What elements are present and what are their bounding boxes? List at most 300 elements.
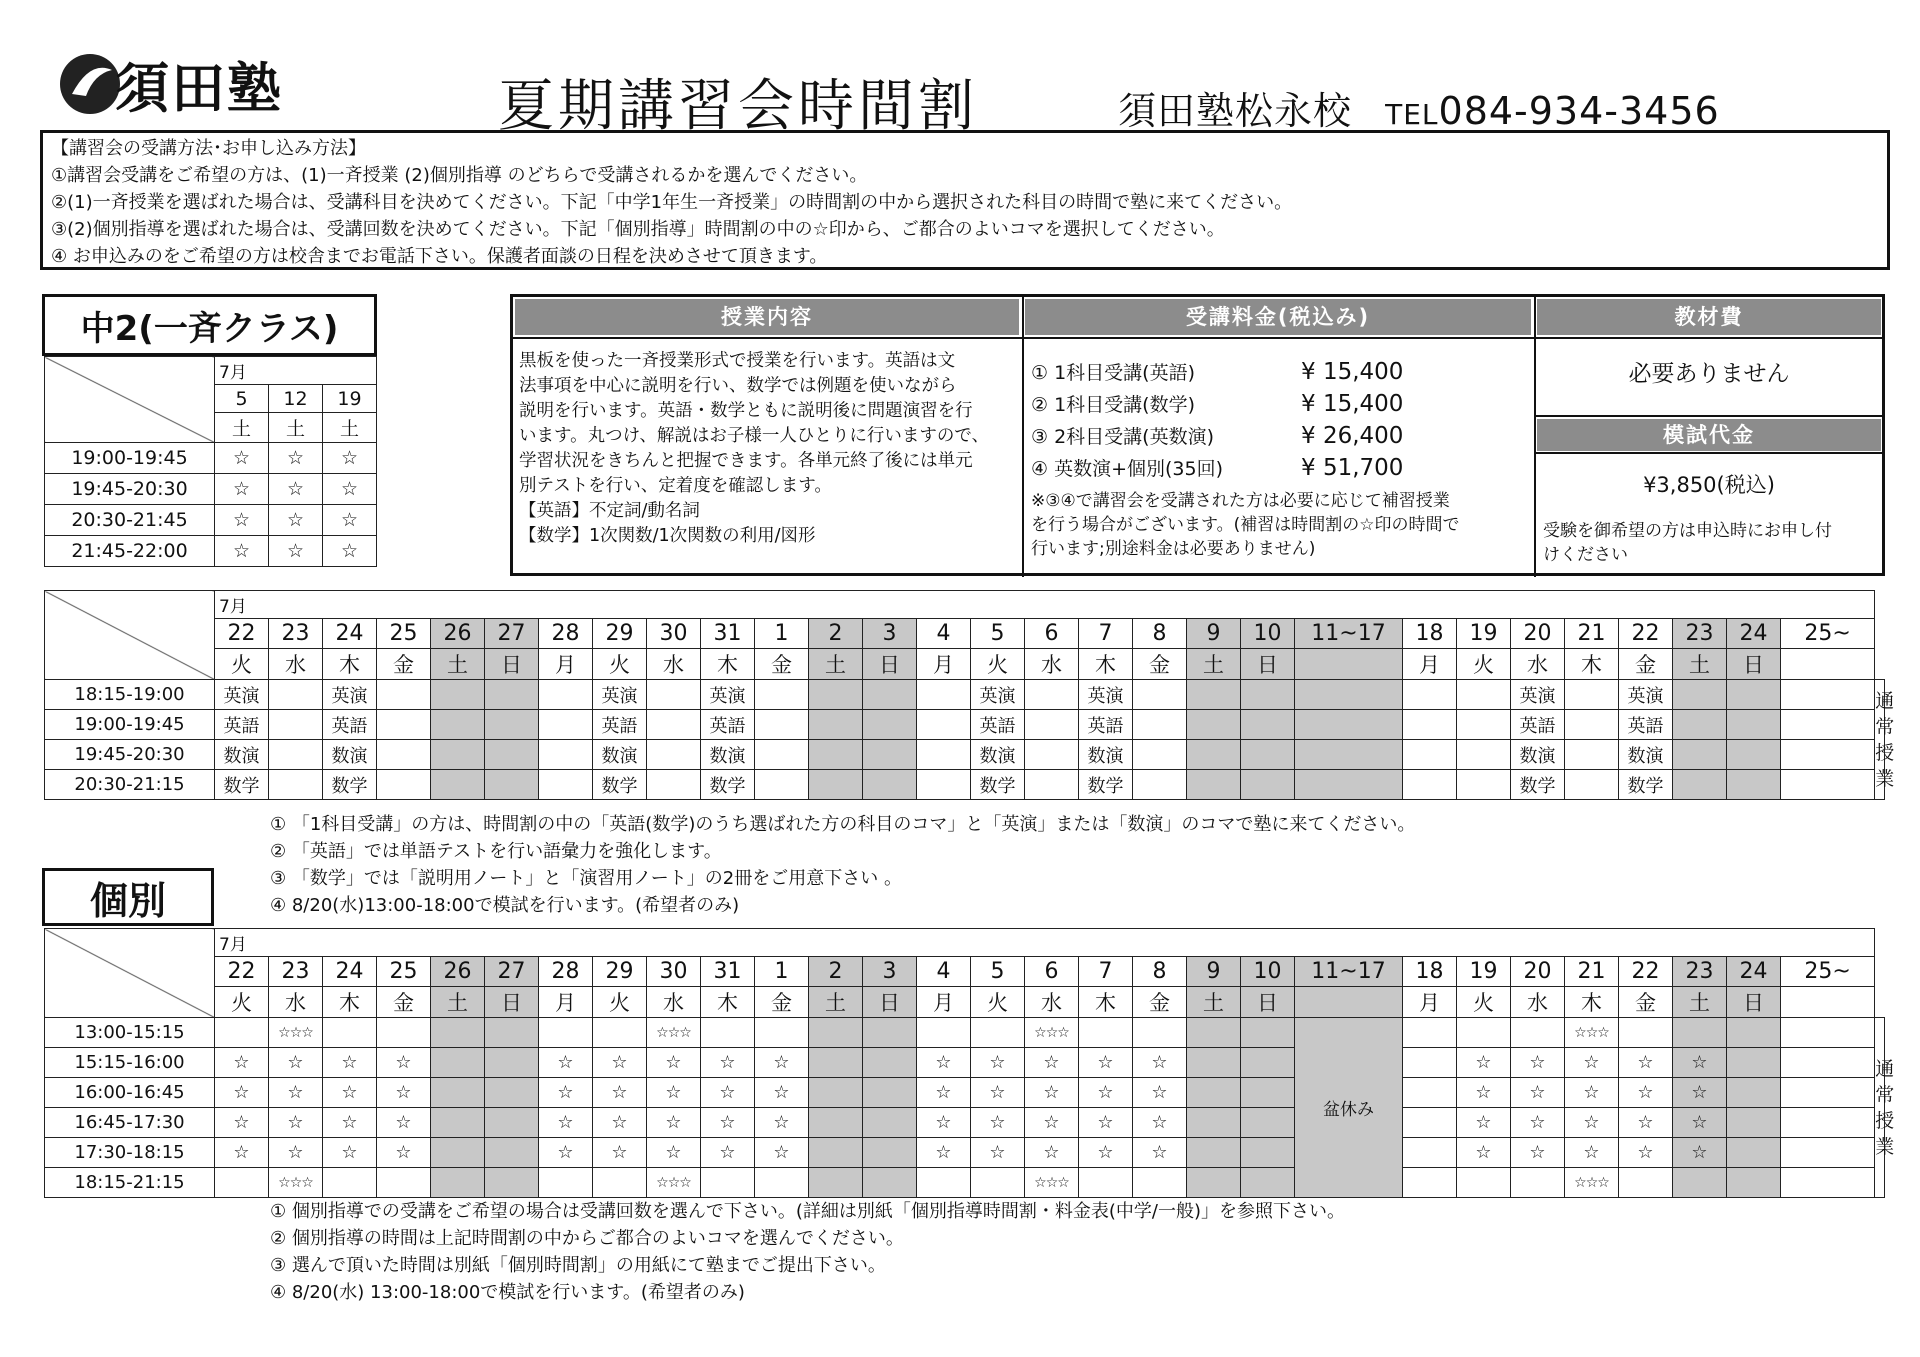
schedule-cell[interactable]: ☆ xyxy=(755,1108,809,1138)
schedule-cell[interactable]: 英語 xyxy=(971,710,1025,740)
schedule-cell[interactable] xyxy=(755,770,809,800)
schedule-cell[interactable]: ☆ xyxy=(1511,1078,1565,1108)
schedule-cell[interactable] xyxy=(1133,1168,1187,1198)
date-cell: 1 xyxy=(755,957,809,987)
schedule-cell[interactable] xyxy=(1133,770,1187,800)
schedule-cell[interactable] xyxy=(431,1078,485,1108)
schedule-cell[interactable] xyxy=(1187,1018,1241,1048)
schedule-cell[interactable] xyxy=(431,1108,485,1138)
schedule-cell[interactable] xyxy=(1241,710,1295,740)
schedule-cell[interactable] xyxy=(485,1048,539,1078)
schedule-cell[interactable] xyxy=(1025,740,1079,770)
schedule-cell[interactable]: ☆ xyxy=(1025,1048,1079,1078)
schedule-cell[interactable] xyxy=(593,1018,647,1048)
schedule-cell[interactable] xyxy=(863,680,917,710)
schedule-cell[interactable] xyxy=(269,770,323,800)
schedule-cell[interactable] xyxy=(1025,680,1079,710)
schedule-cell[interactable]: ☆ xyxy=(539,1108,593,1138)
schedule-cell[interactable]: ☆ xyxy=(917,1078,971,1108)
schedule-cell[interactable]: ☆ xyxy=(755,1078,809,1108)
schedule-cell[interactable] xyxy=(1457,680,1511,710)
schedule-cell[interactable]: ☆ xyxy=(323,1138,377,1168)
schedule-cell[interactable]: 英語 xyxy=(215,710,269,740)
schedule-cell[interactable]: ☆ xyxy=(269,1108,323,1138)
schedule-cell[interactable] xyxy=(485,770,539,800)
schedule-cell[interactable] xyxy=(1727,1048,1781,1078)
schedule-cell[interactable]: ☆ xyxy=(971,1108,1025,1138)
schedule-cell[interactable]: ☆ xyxy=(1511,1108,1565,1138)
schedule-cell[interactable] xyxy=(485,1168,539,1198)
schedule-cell[interactable]: ☆ xyxy=(539,1048,593,1078)
schedule-cell[interactable]: ☆ xyxy=(701,1108,755,1138)
content-line: 学習状況をきちんと把握できます。各単元終了後には単元 xyxy=(519,451,973,471)
date-cell: 23 xyxy=(269,957,323,987)
schedule-cell[interactable]: 英語 xyxy=(1511,710,1565,740)
schedule-cell[interactable]: 英演 xyxy=(593,680,647,710)
schedule-cell[interactable] xyxy=(863,1078,917,1108)
schedule-cell[interactable] xyxy=(1403,740,1457,770)
schedule-cell[interactable]: ☆☆☆ xyxy=(1025,1168,1079,1198)
schedule-cell[interactable]: 数演 xyxy=(1619,740,1673,770)
schedule-cell[interactable] xyxy=(863,710,917,740)
schedule-cell[interactable] xyxy=(1403,1018,1457,1048)
schedule-cell[interactable] xyxy=(1781,680,1875,710)
schedule-cell[interactable] xyxy=(485,1018,539,1048)
schedule-cell[interactable] xyxy=(863,740,917,770)
schedule-cell[interactable]: ☆ xyxy=(1079,1078,1133,1108)
schedule-cell[interactable] xyxy=(1133,710,1187,740)
schedule-cell[interactable]: ☆ xyxy=(215,1048,269,1078)
schedule-cell[interactable] xyxy=(917,710,971,740)
schedule-cell[interactable]: ☆ xyxy=(647,1048,701,1078)
schedule-cell[interactable] xyxy=(971,1168,1025,1198)
schedule-cell[interactable]: ☆ xyxy=(1673,1138,1727,1168)
schedule-cell[interactable]: ☆ xyxy=(1457,1108,1511,1138)
schedule-cell[interactable]: ☆ xyxy=(539,1138,593,1168)
schedule-cell[interactable] xyxy=(863,770,917,800)
schedule-cell[interactable] xyxy=(1727,1138,1781,1168)
schedule-cell[interactable] xyxy=(431,1018,485,1048)
schedule-cell[interactable] xyxy=(917,740,971,770)
schedule-cell[interactable]: ☆ xyxy=(755,1048,809,1078)
schedule-cell[interactable]: 英演 xyxy=(701,680,755,710)
schedule-cell[interactable]: ☆ xyxy=(593,1048,647,1078)
schedule-cell[interactable] xyxy=(917,770,971,800)
schedule-cell[interactable] xyxy=(1457,1018,1511,1048)
schedule-cell[interactable] xyxy=(1781,1108,1875,1138)
schedule-cell[interactable] xyxy=(1187,1168,1241,1198)
schedule-cell[interactable] xyxy=(1241,1138,1295,1168)
schedule-cell[interactable]: ☆ xyxy=(323,1048,377,1078)
schedule-cell[interactable] xyxy=(1781,710,1875,740)
schedule-cell[interactable]: ☆ xyxy=(1133,1078,1187,1108)
schedule-cell[interactable] xyxy=(485,740,539,770)
schedule-cell[interactable] xyxy=(917,680,971,710)
schedule-cell[interactable]: ☆ xyxy=(1133,1048,1187,1078)
schedule-cell[interactable] xyxy=(323,1168,377,1198)
schedule-cell[interactable] xyxy=(1781,1078,1875,1108)
schedule-cell[interactable]: ☆☆☆ xyxy=(647,1018,701,1048)
schedule-cell[interactable]: ☆ xyxy=(269,1048,323,1078)
schedule-cell[interactable] xyxy=(1187,770,1241,800)
schedule-cell[interactable]: ☆ xyxy=(1565,1078,1619,1108)
schedule-cell[interactable] xyxy=(1133,740,1187,770)
schedule-cell[interactable] xyxy=(1403,710,1457,740)
schedule-cell[interactable] xyxy=(1241,770,1295,800)
schedule-cell[interactable] xyxy=(1727,1078,1781,1108)
schedule-cell[interactable] xyxy=(1187,680,1241,710)
schedule-cell[interactable] xyxy=(755,1018,809,1048)
schedule-cell[interactable] xyxy=(431,710,485,740)
schedule-cell[interactable] xyxy=(215,1018,269,1048)
schedule-cell[interactable] xyxy=(377,770,431,800)
star-cell: ☆ xyxy=(323,443,377,474)
schedule-cell[interactable]: 数演 xyxy=(971,740,1025,770)
schedule-cell[interactable] xyxy=(269,740,323,770)
schedule-cell[interactable]: ☆ xyxy=(1025,1108,1079,1138)
schedule-cell[interactable]: ☆ xyxy=(1511,1048,1565,1078)
schedule-cell[interactable]: ☆ xyxy=(1133,1138,1187,1168)
schedule-cell[interactable] xyxy=(1673,1018,1727,1048)
schedule-cell[interactable] xyxy=(1781,740,1875,770)
schedule-cell[interactable]: ☆ xyxy=(1079,1048,1133,1078)
schedule-cell[interactable] xyxy=(1457,710,1511,740)
schedule-cell[interactable] xyxy=(755,1168,809,1198)
schedule-cell[interactable]: ☆ xyxy=(701,1138,755,1168)
schedule-cell[interactable] xyxy=(1457,1168,1511,1198)
schedule-cell[interactable]: ☆ xyxy=(1673,1078,1727,1108)
schedule-cell[interactable] xyxy=(1187,1048,1241,1078)
schedule-cell[interactable] xyxy=(1727,770,1781,800)
schedule-cell[interactable] xyxy=(269,680,323,710)
schedule-cell[interactable]: ☆ xyxy=(377,1078,431,1108)
schedule-cell[interactable] xyxy=(1187,1078,1241,1108)
schedule-cell[interactable]: 英演 xyxy=(1511,680,1565,710)
schedule-cell[interactable] xyxy=(1241,1108,1295,1138)
schedule-cell[interactable] xyxy=(539,770,593,800)
schedule-cell[interactable]: ☆ xyxy=(647,1108,701,1138)
day-cell: 水 xyxy=(269,649,323,680)
schedule-cell[interactable] xyxy=(539,710,593,740)
schedule-cell[interactable] xyxy=(863,1018,917,1048)
schedule-cell[interactable]: ☆ xyxy=(971,1138,1025,1168)
schedule-cell[interactable]: ☆☆☆ xyxy=(1565,1018,1619,1048)
schedule-cell[interactable] xyxy=(1565,710,1619,740)
schedule-cell[interactable] xyxy=(1241,1048,1295,1078)
schedule-cell[interactable]: 数演 xyxy=(323,740,377,770)
schedule-cell[interactable]: ☆☆☆ xyxy=(269,1018,323,1048)
schedule-cell[interactable] xyxy=(809,1048,863,1078)
schedule-cell[interactable] xyxy=(1025,770,1079,800)
schedule-cell[interactable] xyxy=(809,680,863,710)
schedule-cell[interactable] xyxy=(1187,1138,1241,1168)
schedule-cell[interactable]: 英語 xyxy=(1619,710,1673,740)
schedule-cell[interactable] xyxy=(485,1138,539,1168)
schedule-cell[interactable]: 英演 xyxy=(215,680,269,710)
schedule-cell[interactable] xyxy=(1727,1108,1781,1138)
schedule-cell[interactable] xyxy=(1673,1168,1727,1198)
schedule-cell[interactable] xyxy=(1241,680,1295,710)
schedule-cell[interactable]: 英演 xyxy=(323,680,377,710)
day-cell: 木 xyxy=(1079,987,1133,1018)
date-cell: 19 xyxy=(1457,619,1511,649)
schedule-cell[interactable] xyxy=(755,680,809,710)
schedule-cell[interactable]: ☆ xyxy=(1025,1078,1079,1108)
schedule-cell[interactable]: ☆ xyxy=(971,1048,1025,1078)
schedule-cell[interactable]: ☆ xyxy=(917,1048,971,1078)
regular-class-line: 授業 xyxy=(1875,741,1895,790)
schedule-cell[interactable]: ☆ xyxy=(1079,1108,1133,1138)
schedule-cell[interactable] xyxy=(1673,680,1727,710)
date-cell: 5 xyxy=(971,957,1025,987)
schedule-cell[interactable] xyxy=(1241,1078,1295,1108)
schedule-cell[interactable]: ☆ xyxy=(593,1078,647,1108)
schedule-cell[interactable]: ☆ xyxy=(755,1138,809,1168)
schedule-cell[interactable]: 数演 xyxy=(215,740,269,770)
schedule-cell[interactable] xyxy=(809,1078,863,1108)
schedule-cell[interactable] xyxy=(1673,740,1727,770)
schedule-cell[interactable] xyxy=(377,680,431,710)
schedule-cell[interactable] xyxy=(863,1108,917,1138)
schedule-cell[interactable] xyxy=(701,1018,755,1048)
schedule-cell[interactable]: ☆ xyxy=(593,1138,647,1168)
schedule-cell[interactable] xyxy=(1727,710,1781,740)
schedule-cell[interactable] xyxy=(809,770,863,800)
schedule-cell[interactable]: ☆ xyxy=(539,1078,593,1108)
schedule-cell[interactable]: 英演 xyxy=(1619,680,1673,710)
schedule-cell[interactable] xyxy=(1403,680,1457,710)
schedule-cell[interactable] xyxy=(1133,680,1187,710)
materials-text: 必要ありません xyxy=(1628,361,1790,387)
schedule-cell[interactable] xyxy=(431,770,485,800)
schedule-cell[interactable] xyxy=(431,1138,485,1168)
schedule-cell[interactable] xyxy=(1403,1108,1457,1138)
schedule-cell[interactable] xyxy=(809,740,863,770)
schedule-cell[interactable]: ☆ xyxy=(269,1078,323,1108)
day-cell: 土 xyxy=(1187,649,1241,680)
schedule-cell[interactable] xyxy=(1565,770,1619,800)
schedule-cell[interactable] xyxy=(1079,1168,1133,1198)
schedule-cell[interactable] xyxy=(1727,1168,1781,1198)
schedule-cell[interactable] xyxy=(1565,740,1619,770)
schedule-cell[interactable] xyxy=(1619,1018,1673,1048)
schedule-cell[interactable] xyxy=(647,680,701,710)
schedule-cell[interactable] xyxy=(1241,1018,1295,1048)
schedule-cell[interactable]: ☆ xyxy=(323,1108,377,1138)
schedule-cell[interactable]: ☆ xyxy=(1619,1108,1673,1138)
day-cell: 水 xyxy=(1511,987,1565,1018)
schedule-cell[interactable] xyxy=(647,770,701,800)
schedule-cell[interactable] xyxy=(1457,740,1511,770)
schedule-cell[interactable] xyxy=(701,1168,755,1198)
schedule-cell[interactable]: 英語 xyxy=(593,710,647,740)
schedule-cell[interactable] xyxy=(1673,710,1727,740)
schedule-cell[interactable]: 数学 xyxy=(701,770,755,800)
schedule-cell[interactable]: 英演 xyxy=(971,680,1025,710)
schedule-cell[interactable] xyxy=(1133,1018,1187,1048)
schedule-cell[interactable]: 数演 xyxy=(1511,740,1565,770)
schedule-cell[interactable] xyxy=(917,1018,971,1048)
schedule-cell[interactable]: 数演 xyxy=(701,740,755,770)
date-cell: 5 xyxy=(971,619,1025,649)
day-cell: 日 xyxy=(863,649,917,680)
schedule-cell[interactable] xyxy=(917,1168,971,1198)
schedule-cell[interactable] xyxy=(1403,1048,1457,1078)
schedule-cell[interactable] xyxy=(1403,1168,1457,1198)
schedule-cell[interactable] xyxy=(863,1168,917,1198)
schedule-cell[interactable]: ☆ xyxy=(1673,1048,1727,1078)
schedule-cell[interactable]: ☆ xyxy=(971,1078,1025,1108)
schedule-cell[interactable] xyxy=(647,740,701,770)
schedule-cell[interactable]: ☆☆☆ xyxy=(1565,1168,1619,1198)
schedule-cell[interactable] xyxy=(485,1108,539,1138)
schedule-cell[interactable] xyxy=(539,1018,593,1048)
schedule-cell[interactable]: ☆ xyxy=(1133,1108,1187,1138)
schedule-cell[interactable]: ☆ xyxy=(377,1138,431,1168)
schedule-cell[interactable] xyxy=(1727,680,1781,710)
schedule-cell[interactable] xyxy=(1025,710,1079,740)
schedule-cell[interactable] xyxy=(863,1048,917,1078)
schedule-cell[interactable] xyxy=(809,1168,863,1198)
schedule-cell[interactable]: 英語 xyxy=(323,710,377,740)
schedule-cell[interactable]: ☆ xyxy=(1565,1138,1619,1168)
schedule-cell[interactable]: ☆ xyxy=(647,1138,701,1168)
schedule-cell[interactable] xyxy=(1727,740,1781,770)
schedule-cell[interactable] xyxy=(539,680,593,710)
schedule-cell[interactable]: ☆ xyxy=(1565,1048,1619,1078)
schedule-cell[interactable] xyxy=(323,1018,377,1048)
schedule-cell[interactable]: 数学 xyxy=(323,770,377,800)
schedule-cell[interactable]: 英語 xyxy=(701,710,755,740)
schedule-cell[interactable]: ☆ xyxy=(701,1078,755,1108)
schedule-cell[interactable] xyxy=(377,740,431,770)
schedule-cell[interactable] xyxy=(1781,1168,1875,1198)
schedule-cell[interactable] xyxy=(215,1168,269,1198)
schedule-cell[interactable]: 数学 xyxy=(1511,770,1565,800)
schedule-cell[interactable]: 数演 xyxy=(593,740,647,770)
schedule-cell[interactable] xyxy=(1511,1168,1565,1198)
schedule-cell[interactable]: ☆ xyxy=(377,1048,431,1078)
schedule-cell[interactable] xyxy=(1241,740,1295,770)
schedule-cell[interactable] xyxy=(1403,1078,1457,1108)
schedule-cell[interactable]: ☆☆☆ xyxy=(269,1168,323,1198)
schedule-cell[interactable] xyxy=(485,710,539,740)
schedule-cell[interactable] xyxy=(647,710,701,740)
schedule-cell[interactable] xyxy=(431,1168,485,1198)
schedule-cell[interactable]: ☆ xyxy=(215,1138,269,1168)
schedule-cell[interactable]: ☆ xyxy=(215,1108,269,1138)
schedule-cell[interactable] xyxy=(1511,1018,1565,1048)
schedule-cell[interactable]: ☆ xyxy=(1673,1108,1727,1138)
schedule-cell[interactable] xyxy=(539,740,593,770)
fee-label: ④ 英数演+個別(35回) xyxy=(1031,458,1223,480)
fee-item xyxy=(1031,389,1531,421)
schedule-cell[interactable]: 数学 xyxy=(1079,770,1133,800)
schedule-cell[interactable]: ☆ xyxy=(593,1108,647,1138)
schedule-cell[interactable] xyxy=(485,1078,539,1108)
schedule-cell[interactable] xyxy=(809,710,863,740)
schedule-cell[interactable]: ☆ xyxy=(917,1108,971,1138)
schedule-cell[interactable] xyxy=(1781,1048,1875,1078)
schedule-cell[interactable]: ☆☆☆ xyxy=(1025,1018,1079,1048)
schedule-cell[interactable]: ☆ xyxy=(1457,1078,1511,1108)
schedule-cell[interactable]: ☆ xyxy=(647,1078,701,1108)
schedule-cell[interactable] xyxy=(863,1138,917,1168)
schedule-cell[interactable] xyxy=(1457,770,1511,800)
schedule-cell[interactable] xyxy=(1565,680,1619,710)
schedule-cell[interactable]: ☆ xyxy=(1565,1108,1619,1138)
schedule-cell[interactable]: ☆ xyxy=(1619,1048,1673,1078)
schedule-cell[interactable]: 数学 xyxy=(593,770,647,800)
schedule-cell[interactable] xyxy=(1403,770,1457,800)
date-cell: 29 xyxy=(593,957,647,987)
schedule-cell[interactable] xyxy=(1619,1168,1673,1198)
schedule-cell[interactable]: 英語 xyxy=(1079,710,1133,740)
schedule-cell[interactable] xyxy=(809,1018,863,1048)
schedule-cell[interactable]: ☆ xyxy=(1079,1138,1133,1168)
schedule-cell[interactable]: ☆ xyxy=(1457,1048,1511,1078)
schedule-cell[interactable] xyxy=(377,710,431,740)
schedule-cell[interactable] xyxy=(431,740,485,770)
schedule-cell[interactable]: ☆ xyxy=(377,1108,431,1138)
schedule-cell[interactable] xyxy=(809,1108,863,1138)
schedule-cell[interactable] xyxy=(377,1018,431,1048)
fee-price: ¥ 26,400 xyxy=(1301,423,1404,449)
schedule-cell[interactable] xyxy=(431,1048,485,1078)
schedule-cell[interactable] xyxy=(1241,1168,1295,1198)
schedule-cell[interactable] xyxy=(1781,770,1875,800)
schedule-cell[interactable]: 英演 xyxy=(1079,680,1133,710)
schedule-cell[interactable]: ☆ xyxy=(323,1078,377,1108)
schedule-cell[interactable]: ☆ xyxy=(1511,1138,1565,1168)
schedule-cell[interactable]: ☆ xyxy=(917,1138,971,1168)
schedule-cell[interactable]: ☆ xyxy=(215,1078,269,1108)
schedule-cell[interactable] xyxy=(809,1138,863,1168)
schedule-cell[interactable]: ☆ xyxy=(1619,1078,1673,1108)
schedule-cell[interactable] xyxy=(377,1168,431,1198)
schedule-cell[interactable] xyxy=(1727,1018,1781,1048)
schedule-cell[interactable]: ☆ xyxy=(269,1138,323,1168)
schedule-cell[interactable]: ☆ xyxy=(1025,1138,1079,1168)
schedule-cell[interactable]: 数演 xyxy=(1079,740,1133,770)
schedule-cell[interactable] xyxy=(269,710,323,740)
schedule-cell[interactable] xyxy=(755,710,809,740)
schedule-cell[interactable]: ☆☆☆ xyxy=(647,1168,701,1198)
schedule-cell[interactable] xyxy=(1673,770,1727,800)
schedule-cell[interactable] xyxy=(971,1018,1025,1048)
schedule-cell[interactable]: ☆ xyxy=(1619,1138,1673,1168)
schedule-cell[interactable] xyxy=(1187,710,1241,740)
schedule-cell[interactable] xyxy=(485,680,539,710)
schedule-cell[interactable]: 数学 xyxy=(215,770,269,800)
schedule-cell[interactable]: 数学 xyxy=(1619,770,1673,800)
schedule-cell[interactable] xyxy=(539,1168,593,1198)
schedule-cell[interactable] xyxy=(1781,1018,1875,1048)
day-cell: 金 xyxy=(1133,649,1187,680)
schedule-cell[interactable] xyxy=(1781,1138,1875,1168)
schedule-cell[interactable] xyxy=(1403,1138,1457,1168)
schedule-cell[interactable]: 数学 xyxy=(971,770,1025,800)
schedule-cell[interactable] xyxy=(593,1168,647,1198)
schedule-cell[interactable]: ☆ xyxy=(701,1048,755,1078)
schedule-cell[interactable] xyxy=(755,740,809,770)
date-cell: 24 xyxy=(1727,957,1781,987)
schedule-cell[interactable] xyxy=(1187,1108,1241,1138)
schedule-cell[interactable] xyxy=(1079,1018,1133,1048)
schedule-cell[interactable] xyxy=(1187,740,1241,770)
schedule-cell[interactable]: ☆ xyxy=(1457,1138,1511,1168)
schedule-cell[interactable] xyxy=(431,680,485,710)
